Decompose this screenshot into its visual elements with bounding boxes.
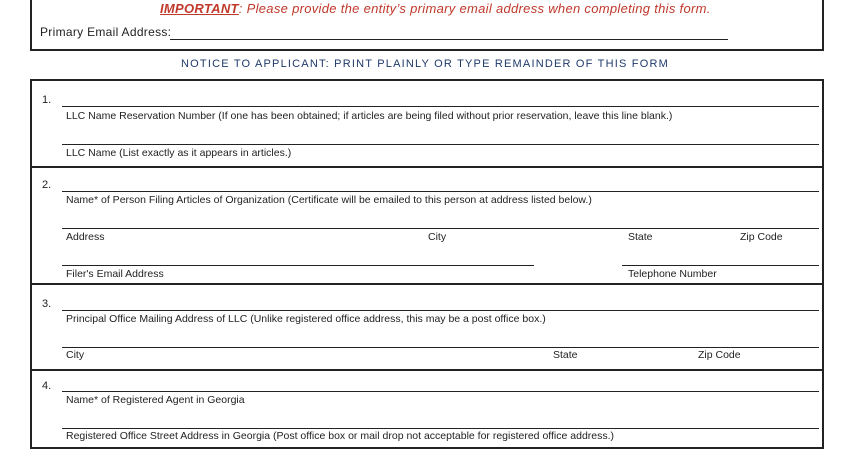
filer-zip-label: Zip Code [740, 231, 783, 243]
principal-address-field[interactable] [62, 296, 819, 309]
notice-to-applicant: NOTICE TO APPLICANT: PRINT PLAINLY OR TYPE REMAINDER OF THIS FORM [181, 58, 669, 70]
filer-city-label: City [428, 231, 447, 243]
important-notice [160, 1, 711, 16]
principal-zip-field[interactable] [696, 333, 819, 346]
section-2-number: 2. [42, 179, 52, 191]
important-text: : Please provide the entity’s primary email address when completing this form. [238, 1, 711, 16]
section-divider-1 [32, 166, 822, 168]
primary-email-field[interactable] [170, 25, 728, 38]
filer-phone-field[interactable] [622, 251, 819, 264]
filer-name-line [62, 191, 819, 192]
filer-city-field[interactable] [426, 214, 624, 227]
principal-address-label: Principal Office Mailing Address of LLC (Unlike registered office address, this may be a post office box.) [66, 313, 546, 325]
filer-name-label: Name* of Person Filing Articles of Organization (Certificate will be emailed to this person at address listed below.) [66, 194, 592, 206]
section-divider-3 [32, 369, 822, 371]
registered-agent-field[interactable] [62, 377, 819, 390]
llc-name-line [62, 144, 819, 145]
reservation-number-line [62, 106, 819, 107]
filer-state-field[interactable] [626, 214, 736, 227]
llc-name-label: LLC Name (List exactly as it appears in articles.) [66, 147, 292, 159]
filer-email-field[interactable] [62, 251, 534, 264]
filer-zip-field[interactable] [738, 214, 819, 227]
filer-email-line [62, 265, 534, 266]
filer-state-label: State [628, 231, 653, 243]
registered-office-label: Registered Office Street Address in Georgia (Post office box or mail drop not acceptable for registered office address.) [66, 430, 615, 442]
filer-phone-line [622, 265, 819, 266]
principal-city-line [62, 347, 819, 348]
reservation-number-label: LLC Name Reservation Number (If one has been obtained; if articles are being filed without prior reservation, leave this line blank.) [66, 110, 673, 122]
filer-name-field[interactable] [62, 177, 819, 190]
llc-name-field[interactable] [62, 130, 819, 143]
registered-agent-label: Name* of Registered Agent in Georgia [66, 394, 245, 406]
section-divider-2 [32, 283, 822, 285]
registered-office-field[interactable] [62, 414, 819, 427]
section-1-number: 1. [42, 94, 52, 106]
reservation-number-field[interactable] [62, 92, 819, 105]
filer-address-field[interactable] [62, 214, 424, 227]
filer-address-line [62, 228, 819, 229]
section-3-number: 3. [42, 298, 52, 310]
section-4-number: 4. [42, 380, 52, 392]
filer-email-label: Filer's Email Address [66, 268, 164, 280]
filer-address-label: Address [66, 231, 105, 243]
filer-phone-label: Telephone Number [628, 268, 717, 280]
principal-address-line [62, 310, 819, 311]
primary-email-line [170, 39, 728, 40]
registered-agent-line [62, 391, 819, 392]
primary-email-label: Primary Email Address: [40, 25, 172, 39]
important-heading: IMPORTANT [160, 1, 239, 16]
principal-zip-label: Zip Code [698, 349, 741, 361]
principal-city-field[interactable] [62, 333, 548, 346]
registered-office-line [62, 428, 819, 429]
principal-city-label: City [66, 349, 85, 361]
principal-state-label: State [553, 349, 578, 361]
principal-state-field[interactable] [550, 333, 694, 346]
